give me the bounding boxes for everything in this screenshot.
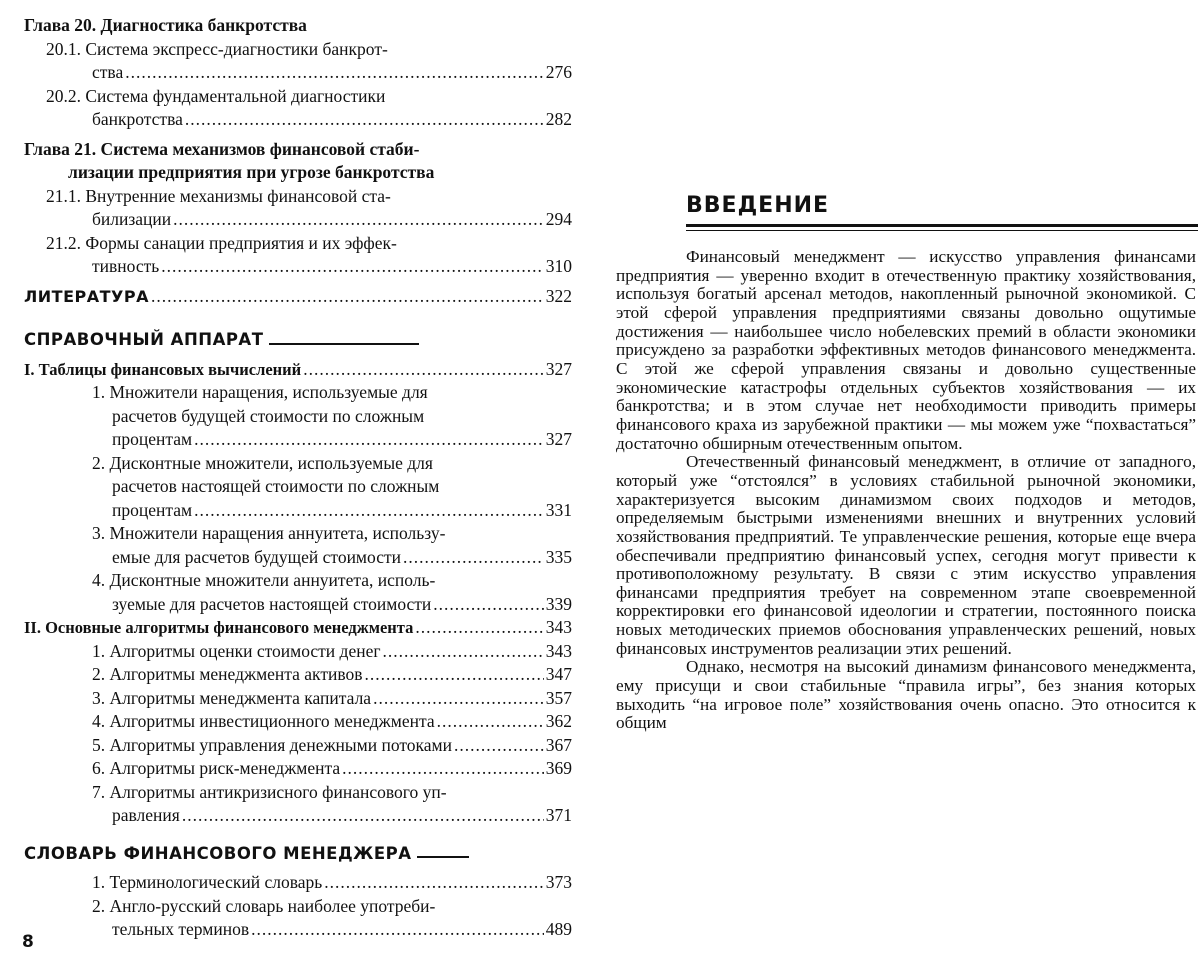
toc-table-2-line1: 2. Дисконтные множители, используемые для [92,452,433,473]
toc-leader-dots [161,255,544,279]
toc-item-21-2 [24,255,572,279]
toc-item-20-1 [24,61,572,85]
toc-leader-dots [454,734,544,758]
toc-algo-2-page: 347 [545,664,572,684]
toc-section-1 [24,358,572,382]
toc-table-3-page: 335 [545,546,572,567]
toc-item-21-1-line2: билизации [92,209,172,229]
toc-algo-6 [24,757,572,781]
toc-item-21-1 [24,208,572,232]
toc-table-2-page: 331 [545,499,572,520]
intro-paragraph-1: Финансовый менеджмент — искусство управления финансами предприятия — уверенно входит в отечественную практику хозяйствования, используя богатый арсенал методов, накопленный рыночной экономикой. С этой сферой управления предприятиями связаны довольно ощутимые достижения — наибольшее число нобелевских премий в области экономики присуждено за разработки эффективных методов финансового менеджмента. С этой же сферой управления связаны и довольно существенные экономические катастрофы отдельных субъектов хозяйствования — их банкротства; и в этом случае нет необходимости приводить примеры финансового краха из зарубежной практики — мы можем уже “похвастаться” достаточно обширным отечественным опытом. [616,247,1196,453]
toc-chapter-21-title-line2: лизации предприятия при угрозе банкротства [68,162,435,182]
toc-item-20-2-page: 282 [545,109,572,129]
toc-section-2-title: II. Основные алгоритмы финансового менеджмента [24,618,414,637]
toc-literature-label: ЛИТЕРАТУРА [24,286,149,306]
toc-leader-dots [194,428,544,452]
toc-leader-dots [182,804,544,828]
toc-leader-dots [365,663,544,687]
toc-table-4-page: 339 [545,593,572,614]
toc-table-4 [24,593,572,617]
toc-table-2 [24,499,572,523]
toc-algo-3 [24,687,572,711]
toc-item-20-2-line2: банкротства [92,109,183,129]
toc-leader-dots [173,208,544,232]
toc-item-21-2-page: 310 [545,256,572,276]
intro-title: ВВЕДЕНИЕ [686,193,830,218]
toc-table-2-last: процентам [112,499,193,520]
toc-glossary-heading-text: СЛОВАРЬ ФИНАНСОВОГО МЕНЕДЖЕРА [24,843,412,863]
toc-reference-heading [24,328,572,352]
toc-algo-7-page: 371 [545,805,572,825]
toc-literature-page: 322 [545,285,572,306]
heading-rule [417,856,469,858]
toc-table-1-page: 327 [545,429,572,449]
toc-algo-1 [24,640,572,664]
toc-glossary-1-page: 373 [545,872,572,892]
toc-leader-dots [185,108,544,132]
toc-glossary-2 [24,918,572,942]
toc-algo-3-text: 3. Алгоритмы менеджмента капитала [92,687,372,708]
intro-body [616,248,1196,733]
toc-algo-1-text: 1. Алгоритмы оценки стоимости денег [92,640,381,661]
toc-item-20-1-page: 276 [545,62,572,82]
toc-item-20-2-line1: 20.2. Система фундаментальной диагностики [46,85,386,106]
toc-chapter-21-title-line1: Глава 21. Система механизмов финансовой стаби- [24,138,420,159]
toc-glossary-2-page: 489 [545,919,572,939]
toc-glossary-heading [24,842,572,866]
toc-literature [24,285,572,309]
toc-leader-dots [194,499,544,523]
toc-algo-4 [24,710,572,734]
toc-table-2-line2: расчетов настоящей стоимости по сложным [112,476,440,496]
toc-algo-6-page: 369 [545,758,572,778]
toc-item-21-1-line1: 21.1. Внутренние механизмы финансовой ста- [46,185,391,206]
toc-table-1-line1: 1. Множители наращения, используемые для [92,382,428,402]
toc-algo-2-text: 2. Алгоритмы менеджмента активов [92,664,363,684]
toc-section-2-page: 343 [545,617,572,637]
heading-rule [269,343,419,345]
toc-table-4-last: зуемые для расчетов настоящей стоимости [112,593,432,614]
right-page [600,0,1200,967]
toc-table-1-last: процентам [112,429,193,449]
toc-algo-1-page: 343 [545,640,572,661]
toc-algo-4-page: 362 [545,711,572,731]
toc-leader-dots [383,640,544,664]
title-rule-thin [686,230,1198,231]
toc-table-3-last: емые для расчетов будущей стоимости [112,546,401,567]
toc-algo-4-text: 4. Алгоритмы инвестиционного менеджмента [92,711,435,731]
toc-algo-7 [24,804,572,828]
toc-leader-dots [415,616,543,640]
page-number: 8 [22,932,34,952]
toc-algo-5 [24,734,572,758]
toc-leader-dots [251,918,544,942]
toc-chapter-20-title: Глава 20. Диагностика банкротства [24,15,307,35]
title-rule [686,224,1198,227]
toc-table-1-line2: расчетов будущей стоимости по сложным [112,405,425,426]
toc-section-1-page: 327 [545,358,572,379]
toc-leader-dots [303,358,544,382]
toc-table-1 [24,428,572,452]
toc-item-21-2-line2: тивность [92,256,160,276]
toc-leader-dots [125,61,544,85]
toc-item-20-2 [24,108,572,132]
toc-table-4-line1: 4. Дисконтные множители аннуитета, исполь- [92,570,436,590]
toc-leader-dots [437,710,544,734]
toc-leader-dots [433,593,543,617]
toc-reference-heading-text: СПРАВОЧНЫЙ АППАРАТ [24,330,264,349]
toc-item-21-1-page: 294 [545,209,572,229]
toc-section-1-title: I. Таблицы финансовых вычислений [24,359,302,379]
table-of-contents [24,14,572,942]
toc-glossary-2-line2: тельных терминов [112,919,250,939]
toc-leader-dots [373,687,544,711]
intro-paragraph-3: Однако, несмотря на высокий динамизм финансового менеджмента, ему присущи и свои стабильные “правила игры”, без знания которых выходить “на игровое поле” хозяйствования очень опасно. Это относится к общим [616,657,1196,733]
toc-leader-dots [403,546,544,570]
toc-algo-7-line1: 7. Алгоритмы антикризисного финансового уп- [92,781,447,802]
toc-algo-5-page: 367 [545,734,572,755]
toc-algo-2 [24,663,572,687]
toc-algo-3-page: 357 [545,687,572,708]
toc-algo-7-line2: равления [112,805,180,825]
toc-leader-dots [342,757,544,781]
toc-table-3-line1: 3. Множители наращения аннуитета, использу- [92,523,446,543]
toc-algo-6-text: 6. Алгоритмы риск-менеджмента [92,758,341,778]
toc-section-2 [24,616,572,640]
toc-leader-dots [151,285,544,309]
toc-glossary-2-line1: 2. Англо-русский словарь наиболее употреби- [92,895,436,916]
toc-item-20-1-line2: ства [92,62,124,82]
toc-algo-5-text: 5. Алгоритмы управления денежными потоками [92,734,452,755]
toc-leader-dots [324,871,543,895]
toc-table-3 [24,546,572,570]
toc-item-20-1-line1: 20.1. Система экспресс-диагностики банкрот- [46,38,388,59]
intro-paragraph-2: Отечественный финансовый менеджмент, в отличие от западного, который уже “отстоялся” в условиях стабильной рыночной экономики, характеризуется высоким динамизмом своих подходов и методов, определяемым быстрыми изменениями внешних и внутренних условий хозяйствования предприятий. Те управленческие решения, которые еще вчера обеспечивали предприятию финансовый успех, сегодня могут привести к противоположному результату. В связи с этим искусство управления финансами предприятия требует на современном этапе своевременной корректировки его финансовой идеологии и стратегии, постоянного поиска новых методических приемов обоснования управленческих решений, новых финансовых инструментов реализации этих решений. [616,452,1196,658]
toc-glossary-1 [24,871,572,895]
toc-item-21-2-line1: 21.2. Формы санации предприятия и их эффек- [46,232,397,253]
toc-glossary-1-text: 1. Терминологический словарь [92,872,323,892]
